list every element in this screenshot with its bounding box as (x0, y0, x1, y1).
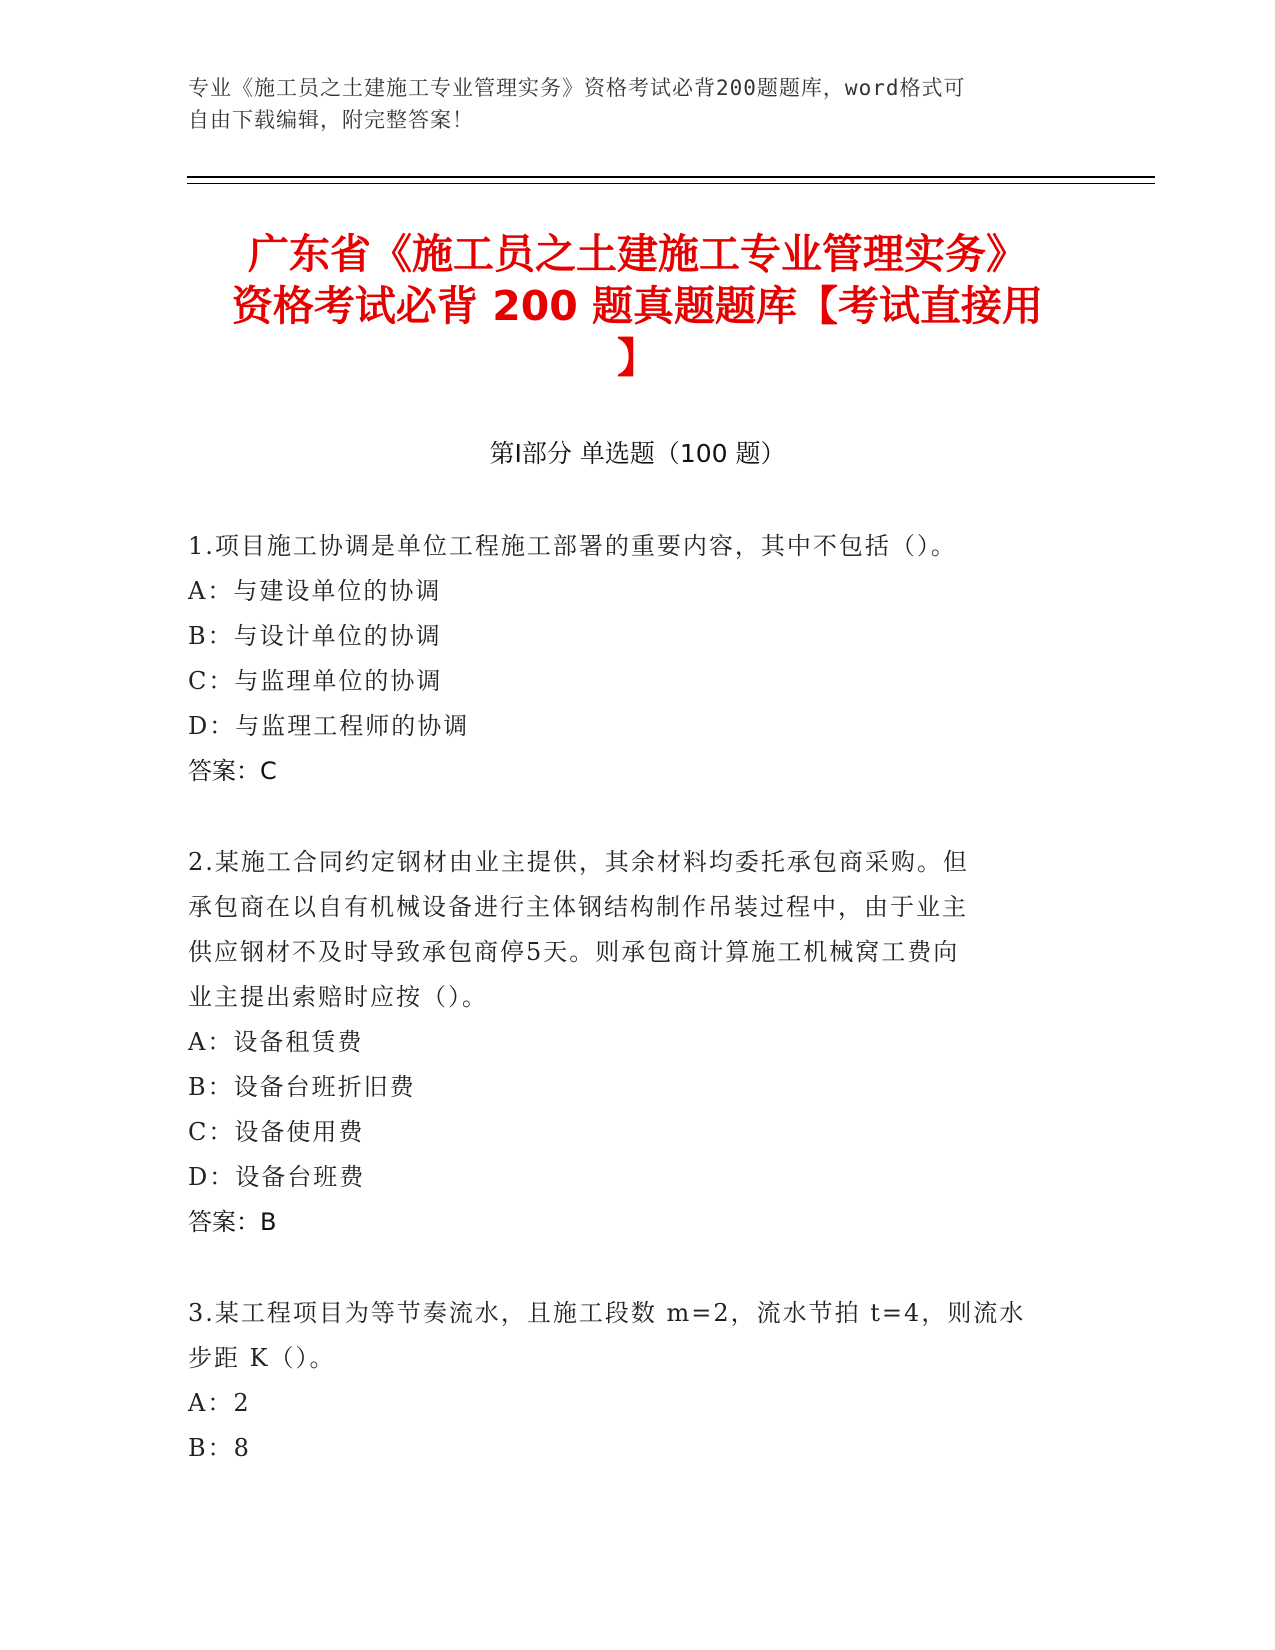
header-divider-thick (187, 176, 1155, 178)
document-title-line-1: 广东省《施工员之土建施工专业管理实务》 (248, 230, 1027, 278)
document-title-line-2: 资格考试必背 200 题真题题库【考试直接用 (231, 282, 1044, 330)
header-note-line-2: 自由下载编辑，附完整答案！ (188, 108, 474, 132)
question-3 (188, 1291, 1068, 1471)
option-a: A：与建设单位的协调 (188, 577, 442, 605)
option-c: C：与监理单位的协调 (188, 667, 443, 695)
question-1 (188, 524, 1068, 794)
question-stem-line: 1.项目施工协调是单位工程施工部署的重要内容，其中不包括（）。 (188, 532, 957, 560)
question-stem-line: 步距 K（）。 (188, 1344, 336, 1372)
option-b: B：设备台班折旧费 (188, 1073, 416, 1101)
option-a: A：2 (188, 1389, 251, 1417)
header-note (188, 72, 1068, 136)
option-d: D：设备台班费 (188, 1163, 366, 1191)
option-c: C：设备使用费 (188, 1118, 365, 1146)
question-stem-line: 供应钢材不及时导致承包商停5天。则承包商计算施工机械窝工费向 (188, 938, 960, 966)
answer-label: 答案：C (188, 757, 277, 785)
question-stem-line: 业主提出索赔时应按（）。 (188, 983, 488, 1011)
question-2 (188, 840, 1068, 1245)
option-d: D：与监理工程师的协调 (188, 712, 470, 740)
document-title-line-3: 】 (617, 334, 658, 382)
header-divider-thin (187, 183, 1155, 184)
option-b: B：8 (188, 1434, 251, 1462)
answer-label: 答案：B (188, 1208, 277, 1236)
option-a: A：设备租赁费 (188, 1028, 364, 1056)
header-note-line-1: 专业《施工员之土建施工专业管理实务》资格考试必背200题题库，word格式可 (188, 76, 966, 100)
question-stem-line: 2.某施工合同约定钢材由业主提供，其余材料均委托承包商采购。但 (188, 848, 969, 876)
document-title (190, 228, 1085, 384)
option-b: B：与设计单位的协调 (188, 622, 442, 650)
section-title: 第Ⅰ部分 单选题（100 题） (489, 439, 786, 468)
question-list (188, 524, 1068, 1517)
question-stem-line: 3.某工程项目为等节奏流水，且施工段数 m=2，流水节拍 t=4，则流水 (188, 1299, 1026, 1327)
question-stem-line: 承包商在以自有机械设备进行主体钢结构制作吊装过程中，由于业主 (188, 893, 968, 921)
